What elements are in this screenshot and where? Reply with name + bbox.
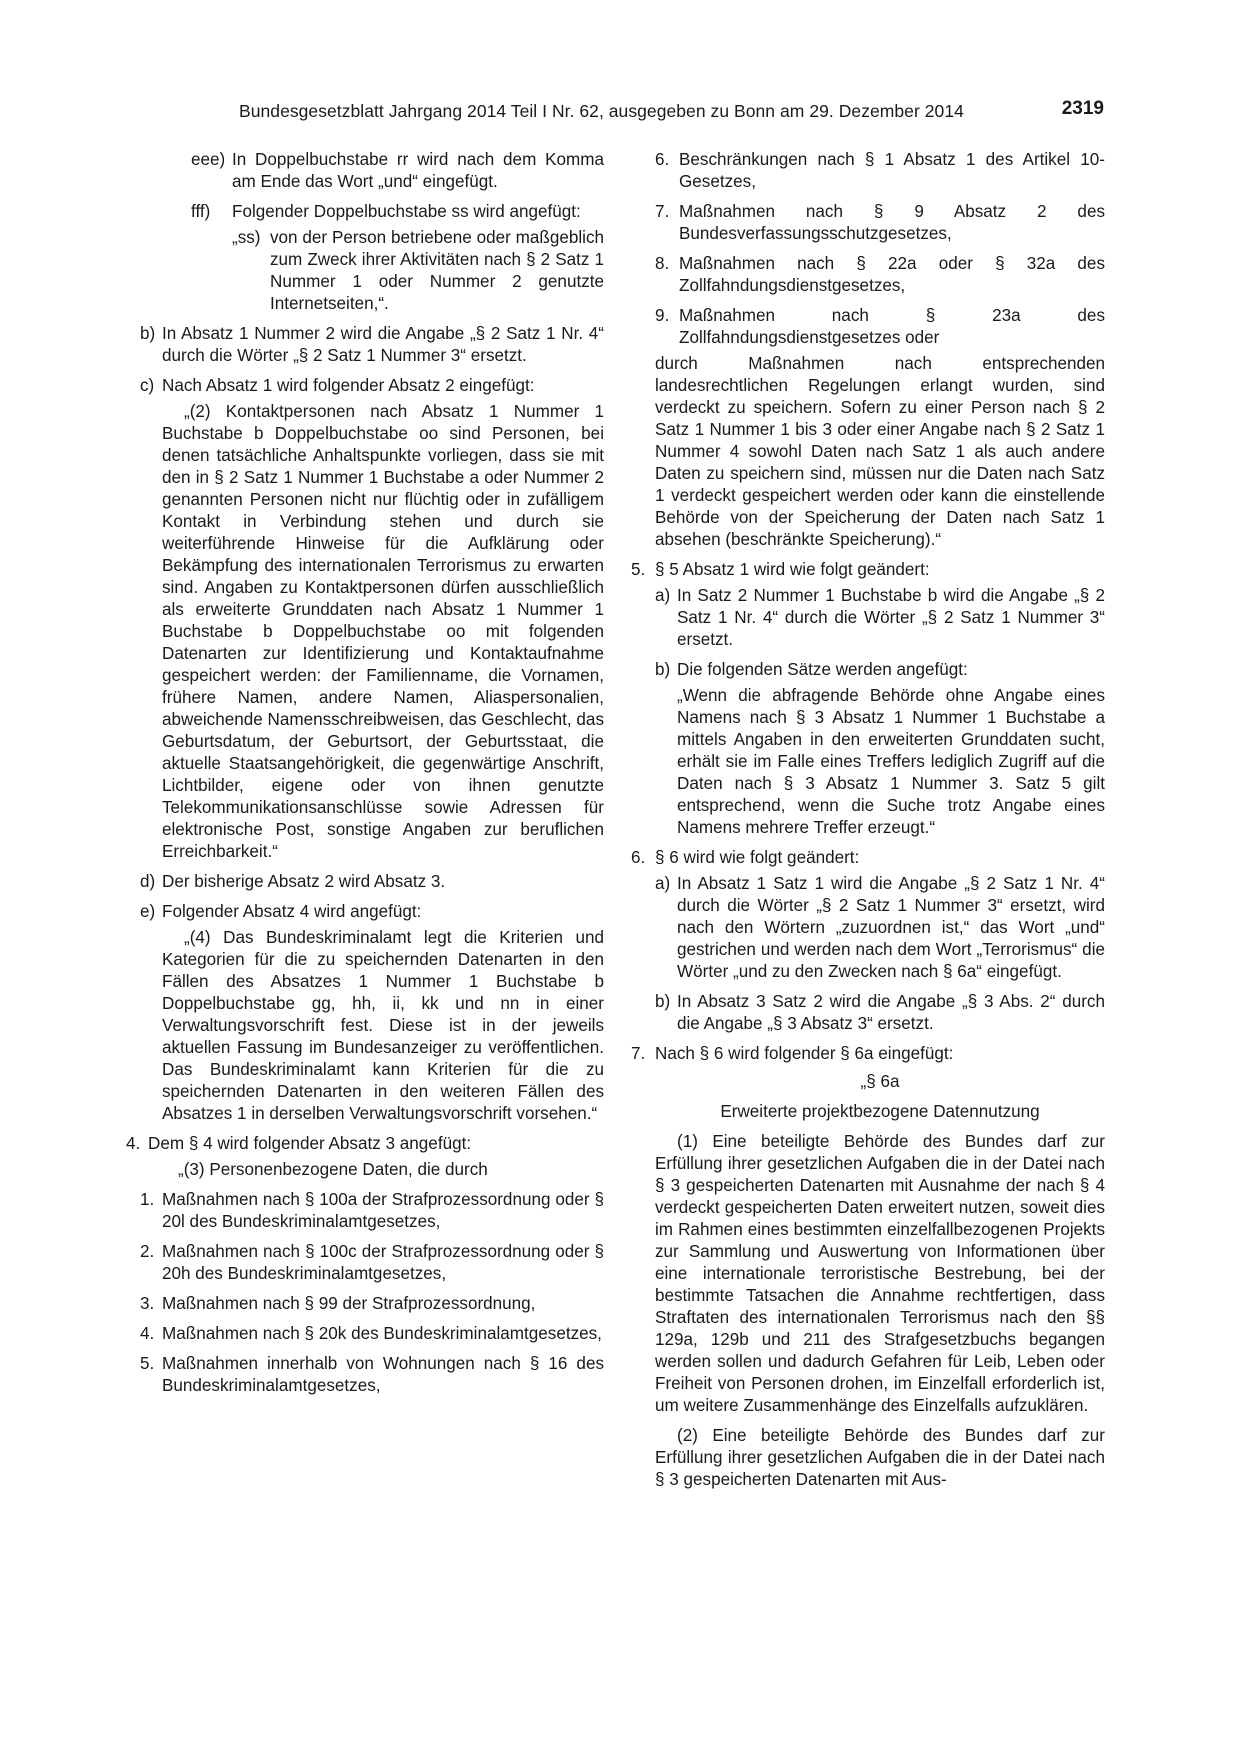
- item-6a: [631, 873, 1105, 983]
- item-marker: eee): [191, 150, 226, 169]
- item-text: Maßnahmen nach § 20k des Bundeskriminalamtgesetzes,: [162, 1324, 602, 1343]
- section-title: Erweiterte projektbezogene Datennutzung: [720, 1102, 1040, 1121]
- item-marker: 2.: [140, 1242, 155, 1261]
- item-text: Folgender Doppelbuchstabe ss wird angefügt:: [232, 202, 581, 221]
- item-text: In Absatz 3 Satz 2 wird die Angabe „§ 3 Abs. 2“ durch die Angabe „§ 3 Absatz 3“ ersetzt.: [677, 992, 1105, 1033]
- list-item: [631, 201, 1105, 245]
- item-marker: 5.: [140, 1354, 155, 1373]
- item-marker: c): [140, 376, 155, 395]
- section-number: „§ 6a: [860, 1072, 900, 1091]
- item-text: Folgender Absatz 4 wird angefügt:: [162, 902, 422, 921]
- sub-item-fff: [126, 201, 604, 223]
- item-7: [631, 1043, 1105, 1065]
- item-c: [126, 375, 604, 397]
- item-marker: 6.: [631, 848, 646, 867]
- item-marker: d): [140, 872, 156, 891]
- item-text: In Absatz 1 Satz 1 wird die Angabe „§ 2 Satz 1 Nr. 4“ durch die Wörter „§ 2 Satz 1 Nummer 3“ ersetzt, wird nach den Wörtern „zuzuordnen ist,“ das Wort „und“ gestrichen und werden nach dem Wort „Terrorismus“ die Wörter „und zu den Zwecken nach § 6a“ eingefügt.: [677, 874, 1105, 981]
- item-marker: a): [655, 586, 671, 605]
- page-number: 2319: [1061, 98, 1104, 119]
- item-text: § 6 wird wie folgt geändert:: [655, 848, 860, 867]
- item-marker: a): [655, 874, 671, 893]
- item-marker: 1.: [140, 1190, 155, 1209]
- list-item: [631, 253, 1105, 297]
- item-5: [631, 559, 1105, 581]
- item-text: Maßnahmen nach § 22a oder § 32a des Zollfahndungsdienstgesetzes,: [679, 254, 1105, 295]
- item-text: Dem § 4 wird folgender Absatz 3 angefügt:: [148, 1134, 472, 1153]
- list-item: [126, 1189, 604, 1233]
- item-text: Maßnahmen nach § 100a der Strafprozessordnung oder § 20l des Bundeskriminalamtgesetzes,: [162, 1190, 604, 1231]
- item-6: [631, 847, 1105, 869]
- item-text: § 5 Absatz 1 wird wie folgt geändert:: [655, 560, 930, 579]
- item-marker: b): [655, 660, 671, 679]
- quoted-paragraph: „(4) Das Bundeskriminalamt legt die Kriterien und Kategorien für die zu speichernden Datenarten in den Fällen des Absatzes 1 Nummer 1 Buchstabe b Doppelbuchstabe gg, hh, ii, kk und nn in einer Verwaltungsvorschrift fest. Diese ist in der jeweils aktuellen Fassung im Bundesanzeiger zu veröffentlichen. Das Bundeskriminalamt kann Kriterien für die zu speichernden Datenarten in den weiteren Fällen des Absatzes 1 in derselben Verwaltungsvorschrift vorsehen.“: [162, 928, 604, 1123]
- list-item: [631, 149, 1105, 193]
- item-marker: 7.: [631, 1044, 646, 1063]
- item-text: Maßnahmen nach § 99 der Strafprozessordnung,: [162, 1294, 536, 1313]
- item-5a: [631, 585, 1105, 651]
- item-marker: b): [140, 324, 156, 343]
- item-text: Nach § 6 wird folgender § 6a eingefügt:: [655, 1044, 954, 1063]
- sub-item-ss: [126, 227, 604, 315]
- page-header: [0, 100, 1241, 126]
- item-marker: 5.: [631, 560, 646, 579]
- item-d: [126, 871, 604, 893]
- item-text: In Satz 2 Nummer 1 Buchstabe b wird die Angabe „§ 2 Satz 1 Nr. 4“ durch die Wörter „§ 2 Satz 1 Nummer 3“ ersetzt.: [677, 586, 1105, 649]
- item-marker: 7.: [655, 202, 670, 221]
- item-6b: [631, 991, 1105, 1035]
- item-4: [126, 1133, 604, 1155]
- item-text: Beschränkungen nach § 1 Absatz 1 des Artikel 10-Gesetzes,: [679, 150, 1105, 191]
- item-text: Maßnahmen nach § 100c der Strafprozessordnung oder § 20h des Bundeskriminalamtgesetzes,: [162, 1242, 604, 1283]
- paragraph-2: (2) Eine beteiligte Behörde des Bundes darf zur Erfüllung ihrer gesetzlichen Aufgaben die in der Datei nach § 3 gespeicherten Datenarten mit Aus-: [655, 1426, 1105, 1489]
- item-e: [126, 901, 604, 923]
- item-text: Die folgenden Sätze werden angefügt:: [677, 660, 968, 679]
- item-text: Maßnahmen nach § 23a des Zollfahndungsdienstgesetzes oder: [679, 306, 1105, 347]
- item-marker: fff): [191, 202, 211, 221]
- sub-item-eee: [126, 149, 604, 193]
- item-text: In Absatz 1 Nummer 2 wird die Angabe „§ 2 Satz 1 Nr. 4“ durch die Wörter „§ 2 Satz 1 Nummer 3“ ersetzt.: [162, 324, 604, 365]
- item-marker: 4.: [140, 1324, 155, 1343]
- right-column: [631, 149, 1105, 1499]
- item-text: Nach Absatz 1 wird folgender Absatz 2 eingefügt:: [162, 376, 535, 395]
- paragraph-1: (1) Eine beteiligte Behörde des Bundes darf zur Erfüllung ihrer gesetzlichen Aufgaben die in der Datei nach § 3 gespeicherten Datenarten mit Ausnahme der nach § 4 verdeckt gespeicherten Daten erweitert nutzen, soweit dies im Rahmen eines bestimmten einzelfallbezogenen Projekts zur Sammlung und Auswertung von Informationen über eine internationale terroristische Bestrebung, bei der bestimmte Tatsachen die Annahme rechtfertigen, dass Straftaten des internationalen Terrorismus nach den §§ 129a, 129b und 211 des Strafgesetzbuchs begangen werden sollen und dadurch Gefahren für Leib, Leben oder Freiheit von Personen drohen, im Einzelfall erforderlich ist, um weitere Zusammenhänge des Einzelfalls aufzuklären.: [655, 1132, 1105, 1415]
- running-header: Bundesgesetzblatt Jahrgang 2014 Teil I Nr. 62, ausgegeben zu Bonn am 29. Dezember 2014: [239, 101, 964, 121]
- item-marker: 6.: [655, 150, 670, 169]
- item-text: Maßnahmen innerhalb von Wohnungen nach § 16 des Bundeskriminalamtgesetzes,: [162, 1354, 604, 1395]
- item-5b: [631, 659, 1105, 681]
- item-marker: 3.: [140, 1294, 155, 1313]
- item-text: von der Person betriebene oder maßgeblich zum Zweck ihrer Aktivitäten nach § 2 Satz 1 Nummer 1 oder Nummer 2 genutzte Internetseiten,“.: [270, 228, 604, 313]
- item-text: In Doppelbuchstabe rr wird nach dem Komma am Ende das Wort „und“ eingefügt.: [232, 150, 604, 191]
- item-marker: b): [655, 992, 671, 1011]
- item-marker: 4.: [126, 1134, 141, 1153]
- list-continuation: durch Maßnahmen nach entsprechenden landesrechtlichen Regelungen erlangt wurden, sind verdeckt zu speichern. Sofern zu einer Person nach § 2 Satz 1 Nummer 1 bis 3 oder einer Angabe nach § 2 Satz 1 Nummer 4 sowohl Daten nach Satz 1 als auch andere Daten zu speichern sind, müssen nur die Daten nach Satz 1 verdeckt gespeichert werden oder kann die einstellende Behörde von der Speicherung der Daten nach Satz 1 absehen (beschränkte Speicherung).“: [655, 354, 1105, 549]
- item-marker: 9.: [655, 306, 670, 325]
- quoted-paragraph: „(3) Personenbezogene Daten, die durch: [178, 1160, 488, 1179]
- left-column: [126, 149, 604, 1405]
- quoted-paragraph: „Wenn die abfragende Behörde ohne Angabe eines Namens nach § 3 Absatz 1 Nummer 1 Buchstabe a mittels Angaben in den erweiterten Grunddaten sucht, erhält sie im Falle eines Treffers lediglich Zugriff auf die Daten nach § 3 Absatz 1 Nummer 3. Satz 5 gilt entsprechend, wenn die Suche trotz Angabe eines Namens mehrere Treffer erzeugt.“: [677, 686, 1105, 837]
- list-item: [126, 1293, 604, 1315]
- item-b: [126, 323, 604, 367]
- item-text: Maßnahmen nach § 9 Absatz 2 des Bundesverfassungsschutzgesetzes,: [679, 202, 1105, 243]
- list-item: [126, 1323, 604, 1345]
- item-marker: e): [140, 902, 156, 921]
- item-marker: 8.: [655, 254, 670, 273]
- list-item: [631, 305, 1105, 349]
- item-text: Der bisherige Absatz 2 wird Absatz 3.: [162, 872, 446, 891]
- list-item: [126, 1353, 604, 1397]
- list-item: [126, 1241, 604, 1285]
- item-marker: „ss): [232, 228, 261, 247]
- quoted-paragraph: „(2) Kontaktpersonen nach Absatz 1 Nummer 1 Buchstabe b Doppelbuchstabe oo sind Personen, bei denen tatsächliche Anhaltspunkte vorliegen, dass sie mit den in § 2 Satz 1 Nummer 1 Buchstabe a oder Nummer 2 genannten Personen nicht nur flüchtig oder in zufälligem Kontakt in Verbindung stehen und durch sie weiterführende Hinweise für die Aufklärung oder Bekämpfung des internationalen Terrorismus zu erwarten sind. Angaben zu Kontaktpersonen dürfen ausschließlich als erweiterte Grunddaten nach Absatz 1 Nummer 1 Buchstabe b Doppelbuchstabe oo mit folgenden Datenarten zur Identifizierung und Kontaktaufnahme gespeichert werden: der Familienname, die Vornamen, frühere Namen, andere Namen, Aliaspersonalien, abweichende Namensschreibweisen, das Geschlecht, das Geburtsdatum, der Geburtsort, der Geburtsstaat, die aktuelle Staatsangehörigkeit, die gegenwärtige Anschrift, Lichtbilder, eigene oder von ihnen genutzte Telekommunikationsanschlüsse sowie Adressen für elektronische Post, sonstige Angaben zur beruflichen Erreichbarkeit.“: [162, 402, 604, 861]
